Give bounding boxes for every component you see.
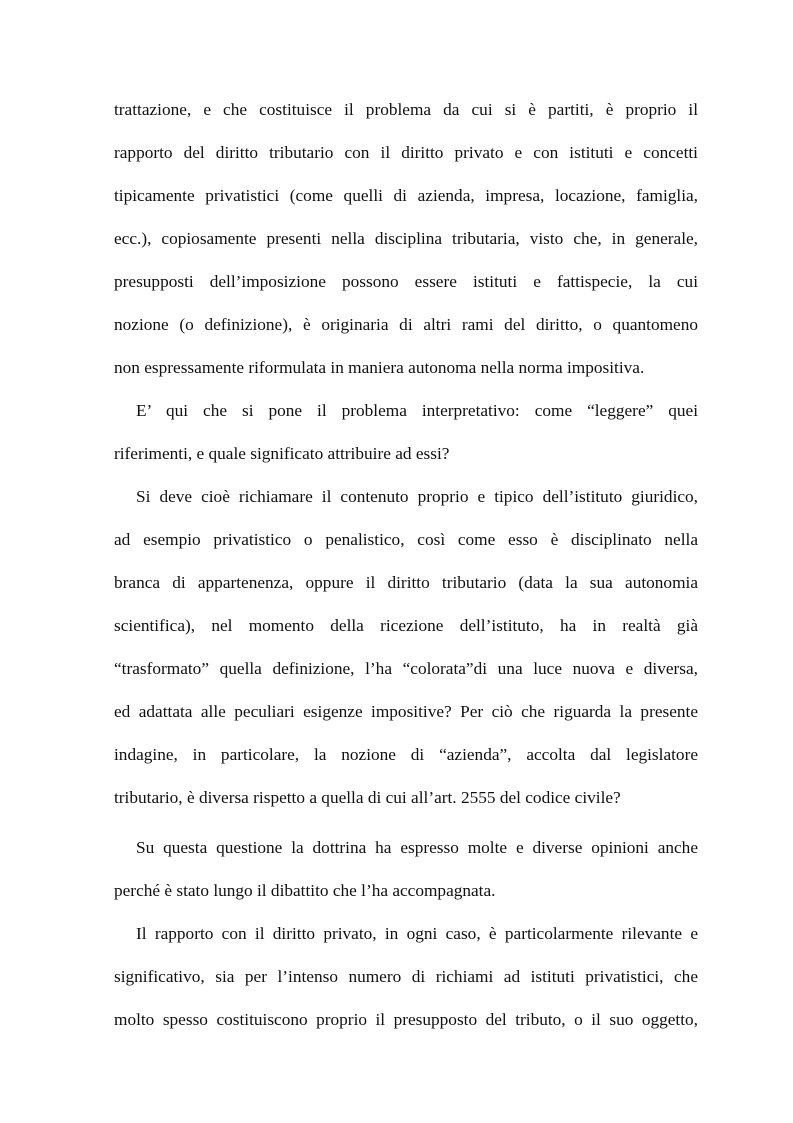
paragraph-1: [114, 88, 698, 389]
text-line: ecc.), copiosamente presenti nella disciplina tributaria, visto che, in generale,: [114, 229, 698, 248]
text-line: trattazione, e che costituisce il problema da cui si è partiti, è proprio il: [114, 100, 698, 119]
paragraph-3: [114, 475, 698, 819]
text-line: Il rapporto con il diritto privato, in ogni caso, è particolarmente rilevante e: [136, 924, 698, 943]
paragraph-4: [114, 826, 698, 912]
text-line: ed adattata alle peculiari esigenze impositive? Per ciò che riguarda la presente: [114, 702, 698, 721]
text-line: non espressamente riformulata in maniera autonoma nella norma impositiva.: [114, 358, 645, 377]
text-line: tributario, è diversa rispetto a quella di cui all’art. 2555 del codice civile?: [114, 788, 621, 807]
text-line: ad esempio privatistico o penalistico, così come esso è disciplinato nella: [114, 530, 698, 549]
paragraph-5: [114, 912, 698, 1041]
text-line: significativo, sia per l’intenso numero di richiami ad istituti privatistici, che: [114, 967, 698, 986]
text-line: indagine, in particolare, la nozione di “azienda”, accolta dal legislatore: [114, 745, 698, 764]
text-line: perché è stato lungo il dibattito che l’ha accompagnata.: [114, 881, 496, 900]
text-line: molto spesso costituiscono proprio il presupposto del tributo, o il suo oggetto,: [114, 1010, 698, 1029]
text-line: Si deve cioè richiamare il contenuto proprio e tipico dell’istituto giuridico,: [136, 487, 698, 506]
text-line: E’ qui che si pone il problema interpretativo: come “leggere” quei: [136, 401, 698, 420]
document-page: [114, 88, 698, 1041]
text-line: riferimenti, e quale significato attribuire ad essi?: [114, 444, 450, 463]
text-line: nozione (o definizione), è originaria di altri rami del diritto, o quantomeno: [114, 315, 698, 334]
text-line: presupposti dell’imposizione possono essere istituti e fattispecie, la cui: [114, 272, 698, 291]
text-line: Su questa questione la dottrina ha espresso molte e diverse opinioni anche: [136, 838, 698, 857]
text-line: rapporto del diritto tributario con il diritto privato e con istituti e concetti: [114, 143, 698, 162]
paragraph-2: [114, 389, 698, 475]
text-line: “trasformato” quella definizione, l’ha “colorata”di una luce nuova e diversa,: [114, 659, 698, 678]
text-line: scientifica), nel momento della ricezione dell’istituto, ha in realtà già: [114, 616, 698, 635]
text-line: branca di appartenenza, oppure il diritto tributario (data la sua autonomia: [114, 573, 698, 592]
text-line: tipicamente privatistici (come quelli di azienda, impresa, locazione, famiglia,: [114, 186, 698, 205]
